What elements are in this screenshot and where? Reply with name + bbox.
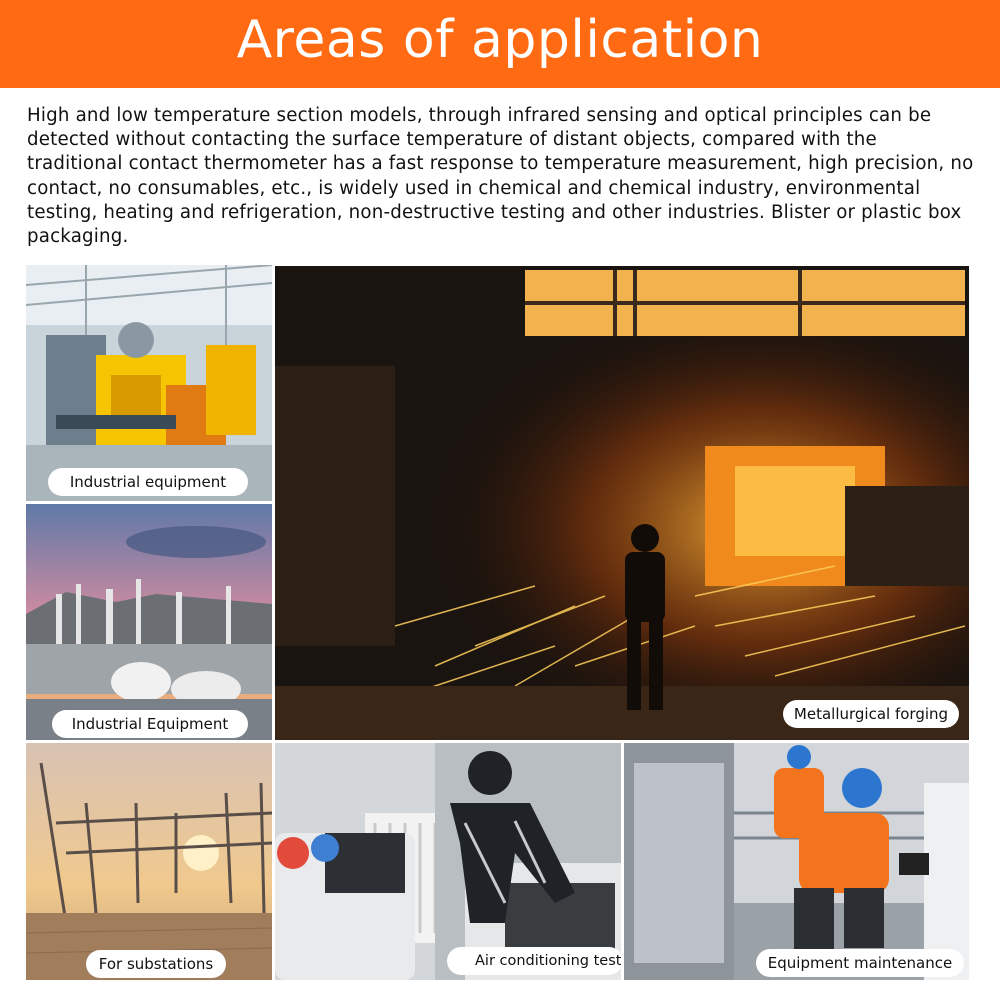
tile-label: Air conditioning test bbox=[447, 947, 621, 975]
factory-machines-image bbox=[26, 265, 272, 501]
refinery-image bbox=[26, 504, 272, 740]
tile-equipment-maintenance bbox=[624, 743, 969, 980]
tile-label: For substations bbox=[86, 950, 226, 978]
tile-industrial-equipment bbox=[26, 265, 272, 501]
tile-air-conditioning bbox=[275, 743, 621, 980]
tile-label: Metallurgical forging bbox=[783, 700, 959, 728]
title-banner bbox=[0, 0, 1000, 88]
tile-substations bbox=[26, 743, 272, 980]
tile-metallurgical-forging bbox=[275, 266, 969, 740]
tile-label: Equipment maintenance bbox=[756, 949, 964, 977]
page-title: Areas of application bbox=[236, 10, 764, 70]
tile-label: Industrial equipment bbox=[48, 468, 248, 496]
car-ac-service-image bbox=[275, 743, 621, 980]
maintenance-workers-image bbox=[624, 743, 969, 980]
forging-sparks-image bbox=[275, 266, 969, 740]
tile-label: Industrial Equipment bbox=[52, 710, 248, 738]
tile-industrial-plant bbox=[26, 504, 272, 740]
description-text: High and low temperature section models, through infrared sensing and optical principles can be detected without contacting the surface temperature of distant objects, compared with the traditional contact thermometer has a fast response to temperature measurement, high precision, no contact, no consumables, etc., is widely used in chemical and chemical industry, environmental testing, heating and refrigeration, non-destructive testing and other industries. Blister or plastic box packaging. bbox=[27, 105, 974, 248]
substation-image bbox=[26, 743, 272, 980]
